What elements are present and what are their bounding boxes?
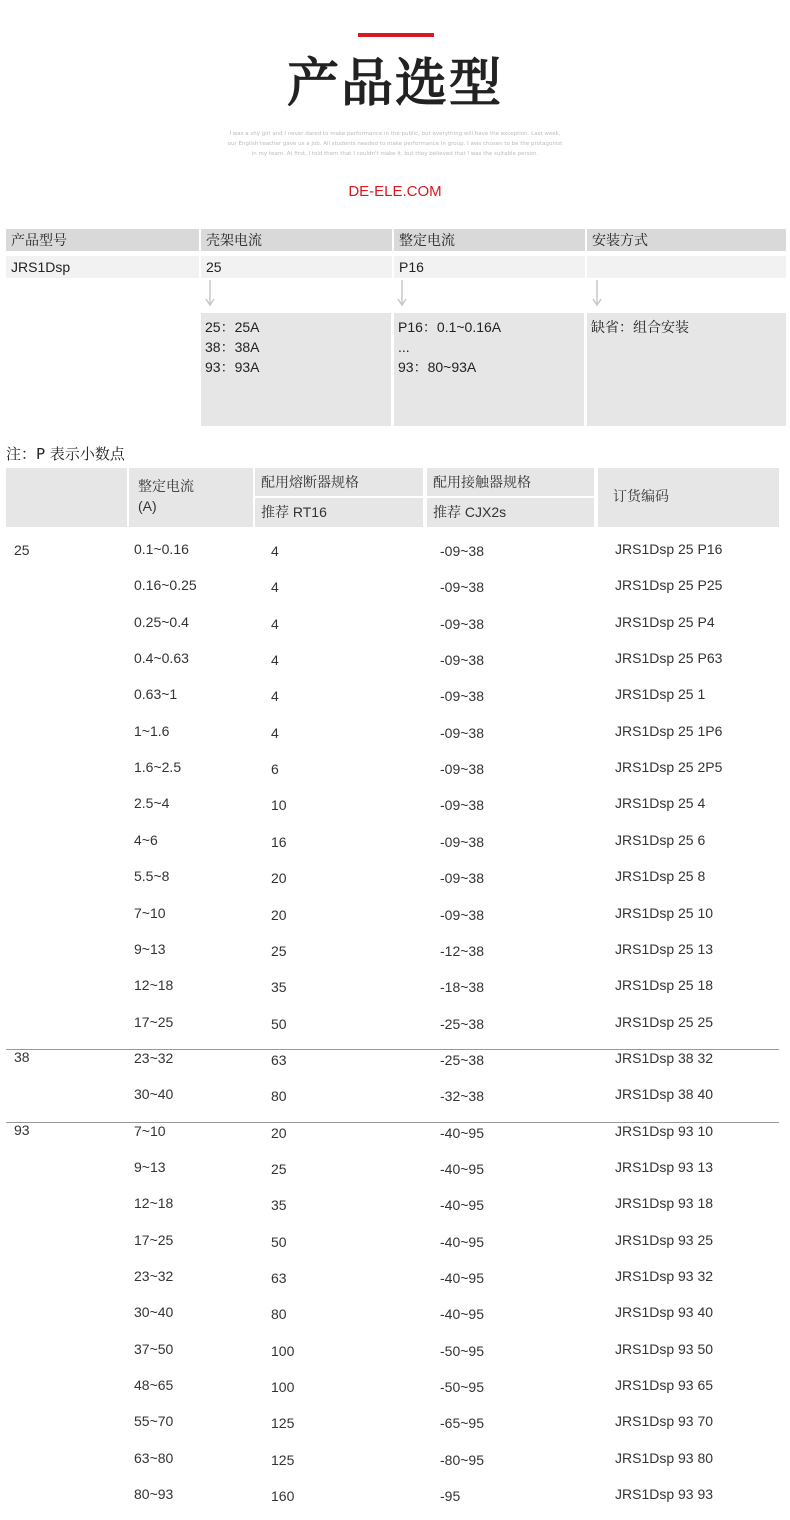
- order-code-cell: JRS1Dsp 93 50: [615, 1340, 714, 1357]
- note-text: 注：P 表示小数点: [6, 445, 125, 463]
- fuse-cell: 16: [271, 833, 287, 850]
- setting-current-cell: 7~10: [134, 1122, 166, 1139]
- setting-current-cell: 2.5~4: [134, 795, 170, 812]
- contactor-cell: -09~38: [440, 906, 484, 923]
- th-current: [129, 468, 253, 527]
- setting-current-cell: 0.16~0.25: [134, 577, 197, 594]
- frame-current-cell: 38: [14, 1048, 30, 1065]
- frame-current-cell: 25: [14, 542, 30, 558]
- contactor-cell: -25~38: [440, 1015, 484, 1032]
- fuse-cell: 125: [271, 1415, 295, 1432]
- fuse-cell: 20: [271, 870, 287, 887]
- th-fuse: 配用熔断器规格: [255, 468, 423, 496]
- th-contactor-sub: 推荐 CJX2s: [427, 498, 594, 527]
- selection-detail-line: ...: [398, 339, 410, 355]
- contactor-cell: -80~95: [440, 1451, 484, 1468]
- setting-current-cell: 9~13: [134, 940, 166, 957]
- th-contactor: 配用接触器规格: [427, 468, 594, 496]
- contactor-cell: -09~38: [440, 724, 484, 741]
- th-frame: [6, 468, 127, 527]
- down-arrow-icon: [397, 280, 407, 308]
- selection-detail-box: [201, 313, 391, 426]
- fuse-cell: 35: [271, 1197, 287, 1214]
- fuse-cell: 20: [271, 1124, 287, 1141]
- fuse-cell: 100: [271, 1379, 295, 1396]
- selection-header: 安装方式: [587, 229, 786, 252]
- order-code-cell: JRS1Dsp 25 P63: [615, 650, 723, 667]
- setting-current-cell: 12~18: [134, 977, 174, 994]
- down-arrow-icon: [592, 280, 602, 308]
- setting-current-cell: 7~10: [134, 904, 166, 921]
- contactor-cell: -40~95: [440, 1124, 484, 1141]
- selection-detail-box: [587, 313, 786, 426]
- selection-value: P16: [394, 256, 585, 278]
- fuse-cell: 6: [271, 761, 279, 778]
- order-code-cell: JRS1Dsp 93 10: [615, 1122, 714, 1139]
- setting-current-cell: 1.6~2.5: [134, 759, 182, 776]
- contactor-cell: -65~95: [440, 1415, 484, 1432]
- order-code-cell: JRS1Dsp 38 40: [615, 1086, 714, 1103]
- fuse-cell: 63: [271, 1051, 287, 1068]
- th-fuse-sub: 推荐 RT16: [255, 498, 423, 527]
- setting-current-cell: 23~32: [134, 1268, 174, 1284]
- selection-header: 整定电流: [394, 229, 585, 252]
- site-url: DE-ELE.COM: [348, 183, 442, 200]
- order-code-cell: JRS1Dsp 25 18: [615, 977, 714, 994]
- th-current-label: 整定电流: [138, 478, 194, 494]
- order-code-cell: JRS1Dsp 25 4: [615, 795, 706, 812]
- order-code-cell: JRS1Dsp 25 1: [615, 686, 706, 703]
- selection-detail-line: 38：38A: [205, 339, 260, 355]
- selection-detail-line: 93：93A: [205, 359, 260, 375]
- frame-current-cell: 93: [14, 1121, 30, 1138]
- fuse-cell: 25: [271, 942, 287, 959]
- th-code: 订货编码: [598, 468, 779, 527]
- fuse-cell: 25: [271, 1160, 287, 1177]
- order-code-cell: JRS1Dsp 93 80: [615, 1449, 714, 1466]
- order-code-cell: JRS1Dsp 93 40: [615, 1304, 714, 1321]
- setting-current-cell: 23~32: [134, 1049, 174, 1066]
- down-arrow-icon: [205, 280, 215, 308]
- selection-detail-line: 缺省：组合安装: [591, 319, 689, 335]
- setting-current-cell: 80~93: [134, 1486, 174, 1503]
- contactor-cell: -09~38: [440, 870, 484, 887]
- setting-current-cell: 5.5~8: [134, 868, 170, 885]
- selection-detail-line: 93：80~93A: [398, 359, 477, 375]
- order-code-cell: JRS1Dsp 93 93: [615, 1486, 714, 1503]
- fuse-cell: 100: [271, 1342, 295, 1359]
- contactor-cell: -40~95: [440, 1197, 484, 1214]
- fuse-cell: 50: [271, 1233, 287, 1250]
- contactor-cell: -32~38: [440, 1088, 484, 1105]
- fuse-cell: 160: [271, 1488, 295, 1505]
- order-code-cell: JRS1Dsp 93 18: [615, 1195, 714, 1212]
- contactor-cell: -12~38: [440, 942, 484, 959]
- order-code-cell: JRS1Dsp 93 13: [615, 1158, 714, 1175]
- contactor-cell: -09~38: [440, 761, 484, 778]
- decorative-filler-text: I was a shy girl and I never dared to make performance in the public, but everything will have the exception. Last week, our English teacher gave us a job. All students needed to make performance in group. I was chosen to be the protagonist in my team. At first, I told them that I couldn't make it, but they believed that I was the suitable person.: [227, 131, 563, 157]
- fuse-cell: 4: [271, 724, 279, 741]
- fuse-cell: 4: [271, 688, 279, 705]
- contactor-cell: -09~38: [440, 543, 484, 559]
- order-code-cell: JRS1Dsp 93 25: [615, 1231, 714, 1248]
- th-current-unit: (A): [138, 498, 157, 514]
- setting-current-cell: 0.1~0.16: [134, 541, 189, 557]
- contactor-cell: -09~38: [440, 652, 484, 669]
- setting-current-cell: 0.4~0.63: [134, 650, 189, 667]
- page-title: 产品选型: [286, 54, 503, 114]
- fuse-cell: 4: [271, 579, 279, 596]
- selection-header: 产品型号: [6, 229, 199, 252]
- selection-header: 壳架电流: [201, 229, 392, 252]
- selection-value: 25: [201, 256, 392, 278]
- setting-current-cell: 0.25~0.4: [134, 613, 189, 630]
- order-code-cell: JRS1Dsp 25 P4: [615, 613, 715, 630]
- selection-value: JRS1Dsp: [6, 256, 199, 278]
- order-code-cell: JRS1Dsp 25 P25: [615, 577, 723, 594]
- fuse-cell: 20: [271, 906, 287, 923]
- order-code-cell: JRS1Dsp 25 6: [615, 831, 706, 848]
- setting-current-cell: 12~18: [134, 1195, 174, 1212]
- fuse-cell: 4: [271, 543, 279, 559]
- order-code-cell: JRS1Dsp 93 32: [615, 1268, 714, 1284]
- contactor-cell: -50~95: [440, 1379, 484, 1396]
- setting-current-cell: 17~25: [134, 1013, 174, 1030]
- contactor-cell: -09~38: [440, 833, 484, 850]
- fuse-cell: 4: [271, 615, 279, 632]
- setting-current-cell: 55~70: [134, 1413, 174, 1430]
- contactor-cell: -25~38: [440, 1051, 484, 1068]
- contactor-cell: -09~38: [440, 797, 484, 814]
- order-code-cell: JRS1Dsp 25 P16: [615, 541, 723, 557]
- contactor-cell: -40~95: [440, 1270, 484, 1286]
- selection-detail-box: [394, 313, 584, 426]
- setting-current-cell: 30~40: [134, 1304, 174, 1321]
- fuse-cell: 10: [271, 797, 287, 814]
- order-code-cell: JRS1Dsp 25 8: [615, 868, 706, 885]
- setting-current-cell: 4~6: [134, 831, 158, 848]
- contactor-cell: -09~38: [440, 579, 484, 596]
- order-code-cell: JRS1Dsp 38 32: [615, 1049, 714, 1066]
- fuse-cell: 50: [271, 1015, 287, 1032]
- selection-detail-line: 25：25A: [205, 319, 260, 335]
- order-code-cell: JRS1Dsp 25 1P6: [615, 722, 723, 739]
- contactor-cell: -09~38: [440, 615, 484, 632]
- fuse-cell: 80: [271, 1088, 287, 1105]
- contactor-cell: -40~95: [440, 1160, 484, 1177]
- fuse-cell: 35: [271, 979, 287, 996]
- order-code-cell: JRS1Dsp 25 25: [615, 1013, 714, 1030]
- contactor-cell: -50~95: [440, 1342, 484, 1359]
- fuse-cell: 80: [271, 1306, 287, 1323]
- selection-value: [587, 256, 786, 278]
- order-code-cell: JRS1Dsp 25 13: [615, 940, 714, 957]
- setting-current-cell: 30~40: [134, 1086, 174, 1103]
- fuse-cell: 125: [271, 1451, 295, 1468]
- fuse-cell: 63: [271, 1270, 287, 1286]
- setting-current-cell: 48~65: [134, 1377, 174, 1394]
- contactor-cell: -40~95: [440, 1306, 484, 1323]
- setting-current-cell: 1~1.6: [134, 722, 170, 739]
- order-code-cell: JRS1Dsp 93 70: [615, 1413, 714, 1430]
- setting-current-cell: 9~13: [134, 1158, 166, 1175]
- setting-current-cell: 17~25: [134, 1231, 174, 1248]
- setting-current-cell: 63~80: [134, 1449, 174, 1466]
- contactor-cell: -09~38: [440, 688, 484, 705]
- accent-bar: [358, 33, 434, 37]
- contactor-cell: -95: [440, 1488, 461, 1505]
- fuse-cell: 4: [271, 652, 279, 669]
- selection-detail-line: P16：0.1~0.16A: [398, 319, 502, 335]
- setting-current-cell: 37~50: [134, 1340, 174, 1357]
- order-code-cell: JRS1Dsp 25 10: [615, 904, 714, 921]
- setting-current-cell: 0.63~1: [134, 686, 178, 703]
- contactor-cell: -18~38: [440, 979, 484, 996]
- order-code-cell: JRS1Dsp 25 2P5: [615, 759, 723, 776]
- order-code-cell: JRS1Dsp 93 65: [615, 1377, 714, 1394]
- contactor-cell: -40~95: [440, 1233, 484, 1250]
